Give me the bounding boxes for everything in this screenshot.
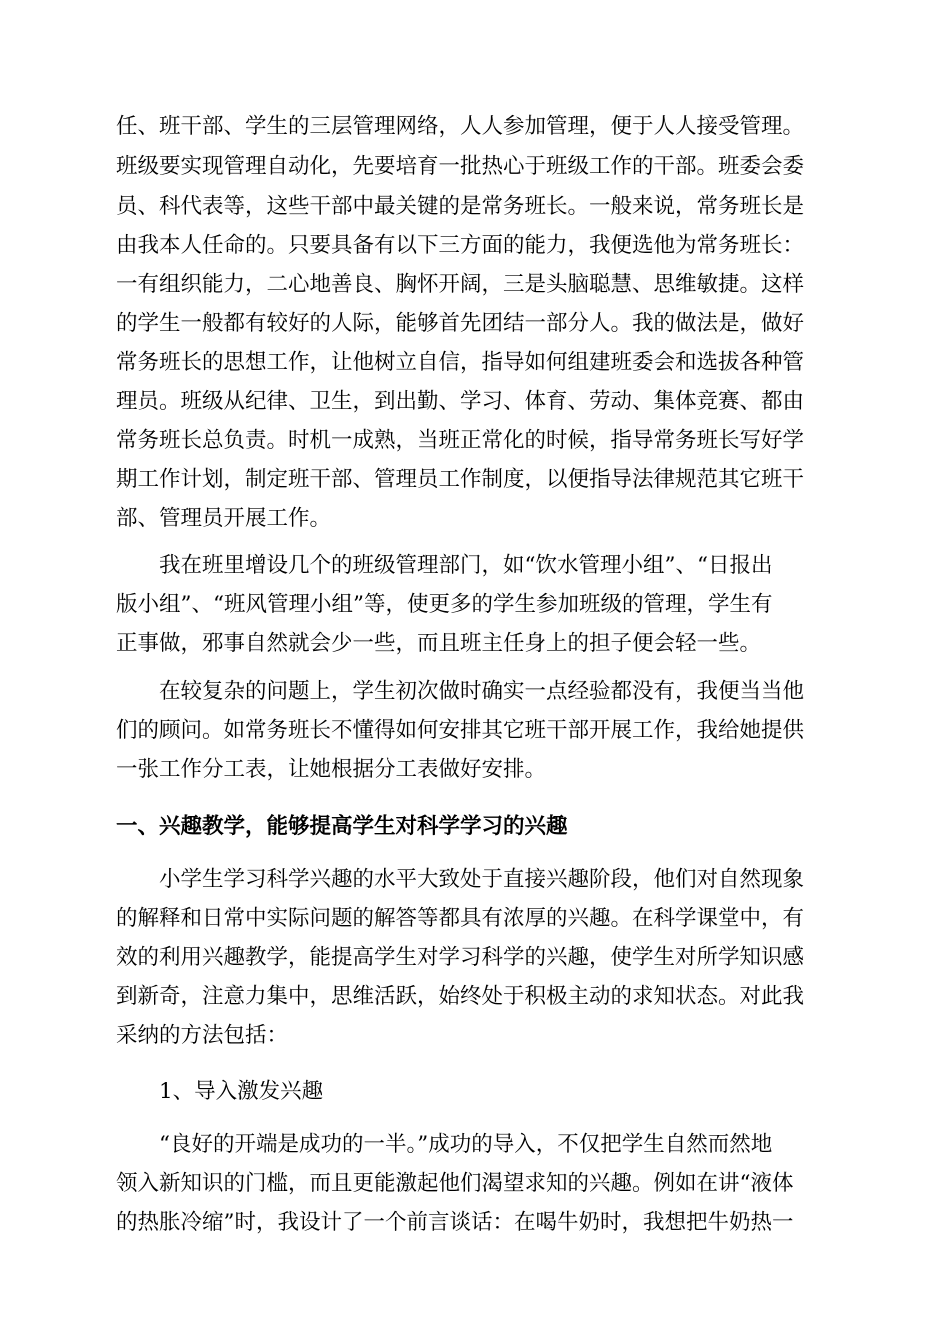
text-line: 到新奇，注意力集中，思维活跃，始终处于积极主动的求知状态。对此我 <box>116 984 805 1009</box>
text-line: 理员。班级从纪律、卫生，到出勤、学习、体育、劳动、集体竞赛、都由 <box>116 389 805 414</box>
text-line: 部、管理员开展工作。 <box>116 506 332 531</box>
text-line: 效的利用兴趣教学，能提高学生对学习科学的兴趣，使学生对所学知识感 <box>116 945 805 970</box>
text-line: 一有组织能力，二心地善良、胸怀开阔，三是头脑聪慧、思维敏捷。这样 <box>116 272 805 297</box>
text-line: 领入新知识的门槛，而且更能激起他们渴望求知的兴趣。例如在讲“液体 <box>116 1171 794 1196</box>
subheading-text: 1、导入激发兴趣 <box>116 1079 324 1104</box>
text-line: 的学生一般都有较好的人际，能够首先团结一部分人。我的做法是，做好 <box>116 311 805 336</box>
text-line: “良好的开端是成功的一半。”成功的导入，不仅把学生自然而然地 <box>116 1132 773 1157</box>
text-line: 我在班里增设几个的班级管理部门，如“饮水管理小组”、“日报出 <box>116 553 773 578</box>
text-line: 正事做，邪事自然就会少一些，而且班主任身上的担子便会轻一些。 <box>116 631 762 656</box>
text-line: 常务班长的思想工作，让他树立自信，指导如何组建班委会和选拔各种管 <box>116 350 805 375</box>
text-line: 由我本人任命的。只要具备有以下三方面的能力，我便选他为常务班长： <box>116 233 805 258</box>
text-line: 任、班干部、学生的三层管理网络，人人参加管理，便于人人接受管理。 <box>116 114 805 139</box>
text-line: 小学生学习科学兴趣的水平大致处于直接兴趣阶段，他们对自然现象 <box>116 867 805 892</box>
text-line: 一张工作分工表，让她根据分工表做好安排。 <box>116 757 547 782</box>
text-line: 期工作计划，制定班干部、管理员工作制度，以便指导法律规范其它班干 <box>116 467 805 492</box>
text-line: 采纳的方法包括： <box>116 1023 289 1048</box>
heading-text: 一、兴趣教学，能够提高学生对科学学习的兴趣 <box>116 814 568 839</box>
text-line: 版小组”、“班风管理小组”等，使更多的学生参加班级的管理，学生有 <box>116 592 773 617</box>
text-line: 的热胀冷缩”时，我设计了一个前言谈话：在喝牛奶时，我想把牛奶热一 <box>116 1210 794 1235</box>
text-line: 们的顾问。如常务班长不懂得如何安排其它班干部开展工作，我给她提供 <box>116 718 805 743</box>
text-line: 在较复杂的问题上，学生初次做时确实一点经验都没有，我便当当他 <box>116 679 805 704</box>
text-line: 的解释和日常中实际问题的解答等都具有浓厚的兴趣。在科学课堂中，有 <box>116 906 805 931</box>
text-line: 常务班长总负责。时机一成熟，当班正常化的时候，指导常务班长写好学 <box>116 428 805 453</box>
text-line: 员、科代表等，这些干部中最关键的是常务班长。一般来说，常务班长是 <box>116 194 805 219</box>
text-line: 班级要实现管理自动化，先要培育一批热心于班级工作的干部。班委会委 <box>116 154 805 179</box>
